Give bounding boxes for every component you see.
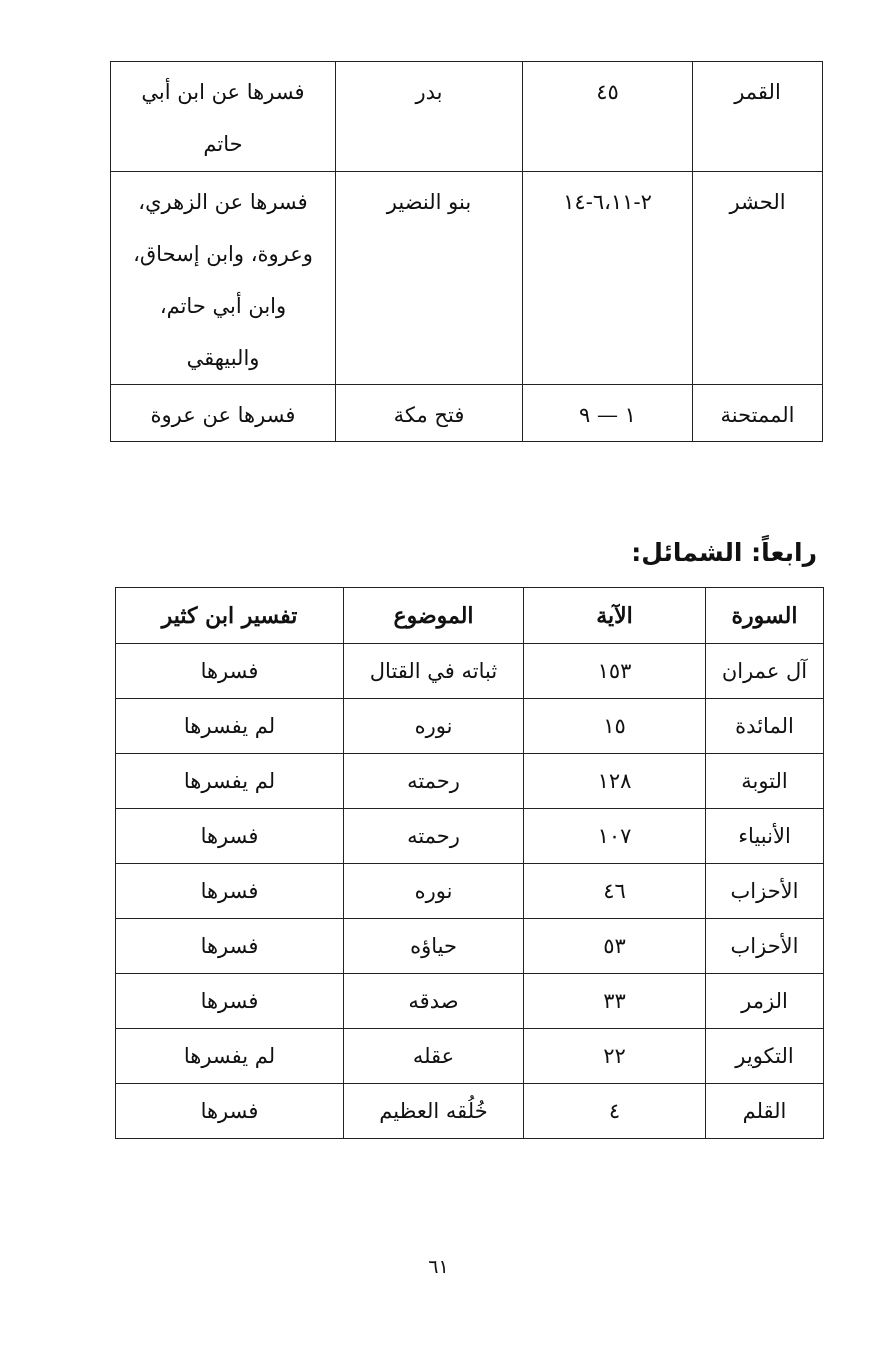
table-row [111, 385, 823, 442]
ayah-cell: ٥٣ [524, 919, 706, 974]
notes-cell: فسرها عن عروة [111, 385, 336, 442]
tafsir-cell: فسرها [116, 644, 344, 699]
topic-cell: صدقه [344, 974, 524, 1029]
table-row [116, 699, 824, 754]
ayah-cell: ١ — ٩ [523, 385, 693, 442]
table-row [111, 172, 823, 385]
topic-cell: رحمته [344, 809, 524, 864]
header-surah: السورة [706, 588, 824, 644]
topic-cell: رحمته [344, 754, 524, 809]
continued-table [110, 61, 823, 442]
tafsir-cell: فسرها [116, 864, 344, 919]
ayah-cell: ٤٥ [523, 62, 693, 172]
tafsir-cell: فسرها [116, 1084, 344, 1139]
surah-cell: التكوير [706, 1029, 824, 1084]
table-row [116, 754, 824, 809]
surah-cell: آل عمران [706, 644, 824, 699]
ayah-cell: ١٠٧ [524, 809, 706, 864]
surah-cell: الحشر [693, 172, 823, 385]
header-ayah: الآية [524, 588, 706, 644]
header-tafsir: تفسير ابن كثير [116, 588, 344, 644]
topic-cell: نوره [344, 699, 524, 754]
topic-cell: خُلُقه العظيم [344, 1084, 524, 1139]
table-row [116, 1029, 824, 1084]
surah-cell: التوبة [706, 754, 824, 809]
tafsir-cell: فسرها [116, 809, 344, 864]
table-row [111, 62, 823, 172]
table-row [116, 864, 824, 919]
page-number: ٦١ [428, 1256, 449, 1278]
topic-cell: فتح مكة [336, 385, 523, 442]
ayah-cell: ٢٢ [524, 1029, 706, 1084]
surah-cell: الأحزاب [706, 919, 824, 974]
ayah-cell: ٤٦ [524, 864, 706, 919]
ayah-cell: ١٥٣ [524, 644, 706, 699]
tafsir-cell: لم يفسرها [116, 699, 344, 754]
table-row [116, 974, 824, 1029]
topic-cell: بنو النضير [336, 172, 523, 385]
surah-cell: المائدة [706, 699, 824, 754]
table-row [116, 919, 824, 974]
topic-cell: حياؤه [344, 919, 524, 974]
header-topic: الموضوع [344, 588, 524, 644]
topic-cell: نوره [344, 864, 524, 919]
notes-cell: فسرها عن الزهري، وعروة، وابن إسحاق، وابن أبي حاتم، والبيهقي [111, 172, 336, 385]
ayah-cell: ١٢٨ [524, 754, 706, 809]
shamail-table [115, 587, 824, 1139]
ayah-cell: ٢-٦،١١-١٤ [523, 172, 693, 385]
surah-cell: الأحزاب [706, 864, 824, 919]
tafsir-cell: فسرها [116, 974, 344, 1029]
topic-cell: عقله [344, 1029, 524, 1084]
surah-cell: الزمر [706, 974, 824, 1029]
topic-cell: ثباته في القتال [344, 644, 524, 699]
section-heading: رابعاً: الشمائل: [631, 538, 817, 567]
tafsir-cell: لم يفسرها [116, 754, 344, 809]
surah-cell: القلم [706, 1084, 824, 1139]
topic-cell: بدر [336, 62, 523, 172]
ayah-cell: ١٥ [524, 699, 706, 754]
ayah-cell: ٤ [524, 1084, 706, 1139]
notes-cell: فسرها عن ابن أبي حاتم [111, 62, 336, 172]
header-row [116, 588, 824, 644]
surah-cell: الممتحنة [693, 385, 823, 442]
table-row [116, 1084, 824, 1139]
ayah-cell: ٣٣ [524, 974, 706, 1029]
tafsir-cell: فسرها [116, 919, 344, 974]
table-row [116, 809, 824, 864]
surah-cell: القمر [693, 62, 823, 172]
surah-cell: الأنبياء [706, 809, 824, 864]
table-row [116, 644, 824, 699]
tafsir-cell: لم يفسرها [116, 1029, 344, 1084]
